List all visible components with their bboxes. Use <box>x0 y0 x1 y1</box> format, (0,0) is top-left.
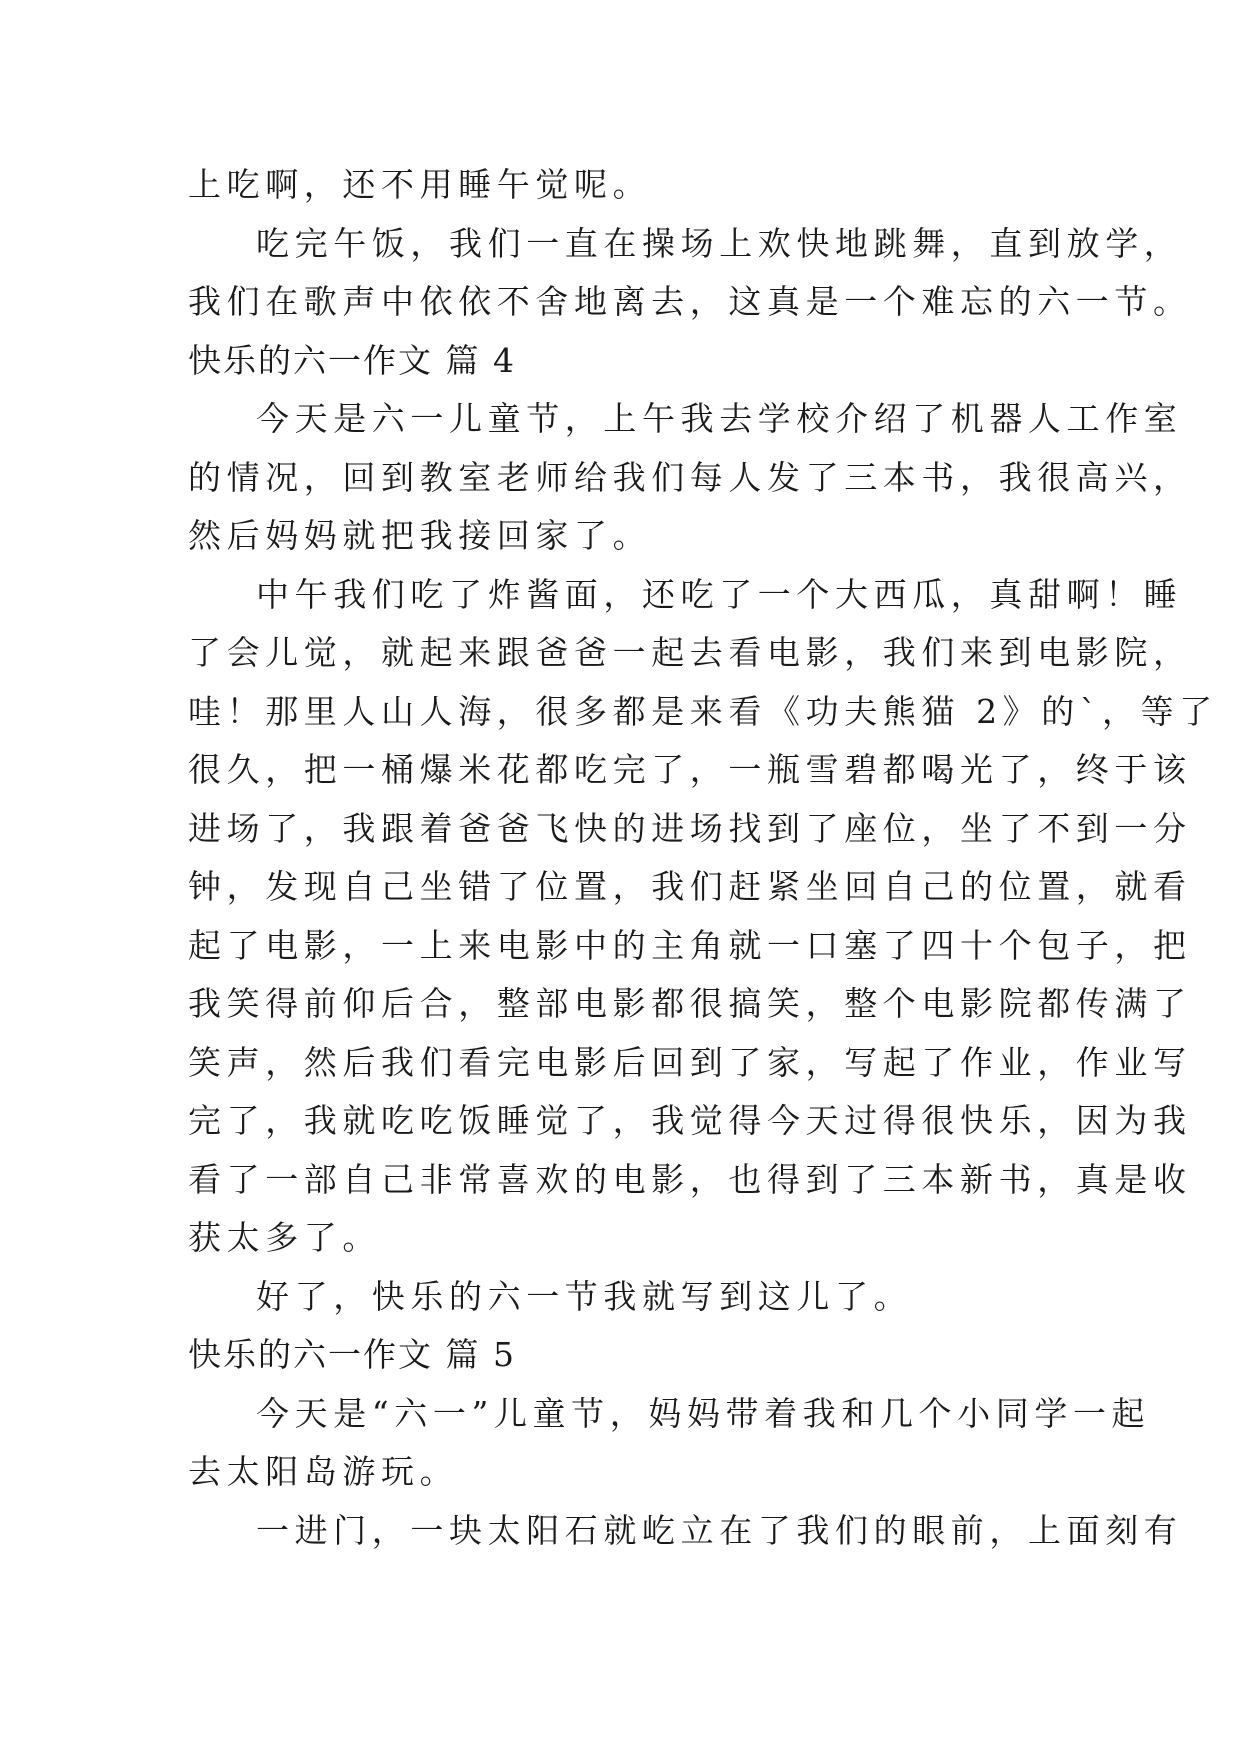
paragraph-line: 的情况，回到教室老师给我们每人发了三本书，我很高兴， <box>188 457 1192 497</box>
paragraph-line: 吃完午饭，我们一直在操场上欢快地跳舞，直到放学， <box>256 223 1183 263</box>
paragraph-line: 钟，发现自己坐错了位置，我们赶紧坐回自己的位置，就看 <box>188 867 1192 906</box>
paragraph-line: 我们在歌声中依依不舍地离去，这真是一个难忘的六一节。 <box>188 282 1192 321</box>
paragraph-line: 起了电影，一上来电影中的主角就一口塞了四十个包子，把 <box>188 925 1192 965</box>
paragraph-line: 了会儿觉，就起来跟爸爸一起去看电影，我们来到电影院， <box>188 633 1192 672</box>
paragraph-line: 哇！那里人山人海，很多都是来看《功夫熊猫 2》的`，等了 <box>188 691 1218 731</box>
section-heading: 快乐的六一作文 篇 5 <box>188 1335 516 1374</box>
paragraph-line: 我笑得前仰后合，整部电影都很搞笑，整个电影院都传满了 <box>188 984 1192 1023</box>
paragraph-line: 笑声，然后我们看完电影后回到了家，写起了作业，作业写 <box>188 1042 1192 1082</box>
paragraph-line: 去太阳岛游玩。 <box>188 1452 459 1491</box>
paragraph-line: 一进门，一块太阳石就屹立在了我们的眼前，上面刻有 <box>256 1510 1183 1550</box>
paragraph-line: 获太多了。 <box>188 1218 381 1257</box>
document-body <box>188 156 1218 1560</box>
paragraph-line: 进场了，我跟着爸爸飞快的进场找到了座位，坐了不到一分 <box>188 808 1192 848</box>
paragraph-line: 然后妈妈就把我接回家了。 <box>188 516 652 555</box>
paragraph-line: 很久，把一桶爆米花都吃完了，一瓶雪碧都喝光了，终于该 <box>188 750 1192 789</box>
paragraph-line: 看了一部自己非常喜欢的电影，也得到了三本新书，真是收 <box>188 1159 1192 1199</box>
paragraph-line: 今天是“六一”儿童节，妈妈带着我和几个小同学一起 <box>256 1393 1151 1433</box>
paragraph-line: 好了，快乐的六一节我就写到这儿了。 <box>256 1276 913 1316</box>
paragraph-line: 中午我们吃了炸酱面，还吃了一个大西瓜，真甜啊！睡 <box>256 574 1183 614</box>
paragraph-line: 今天是六一儿童节，上午我去学校介绍了机器人工作室 <box>256 399 1183 438</box>
paragraph-line: 完了，我就吃吃饭睡觉了，我觉得今天过得很快乐，因为我 <box>188 1101 1192 1140</box>
section-heading: 快乐的六一作文 篇 4 <box>188 340 516 380</box>
paragraph-line: 上吃啊，还不用睡午觉呢。 <box>188 165 652 204</box>
